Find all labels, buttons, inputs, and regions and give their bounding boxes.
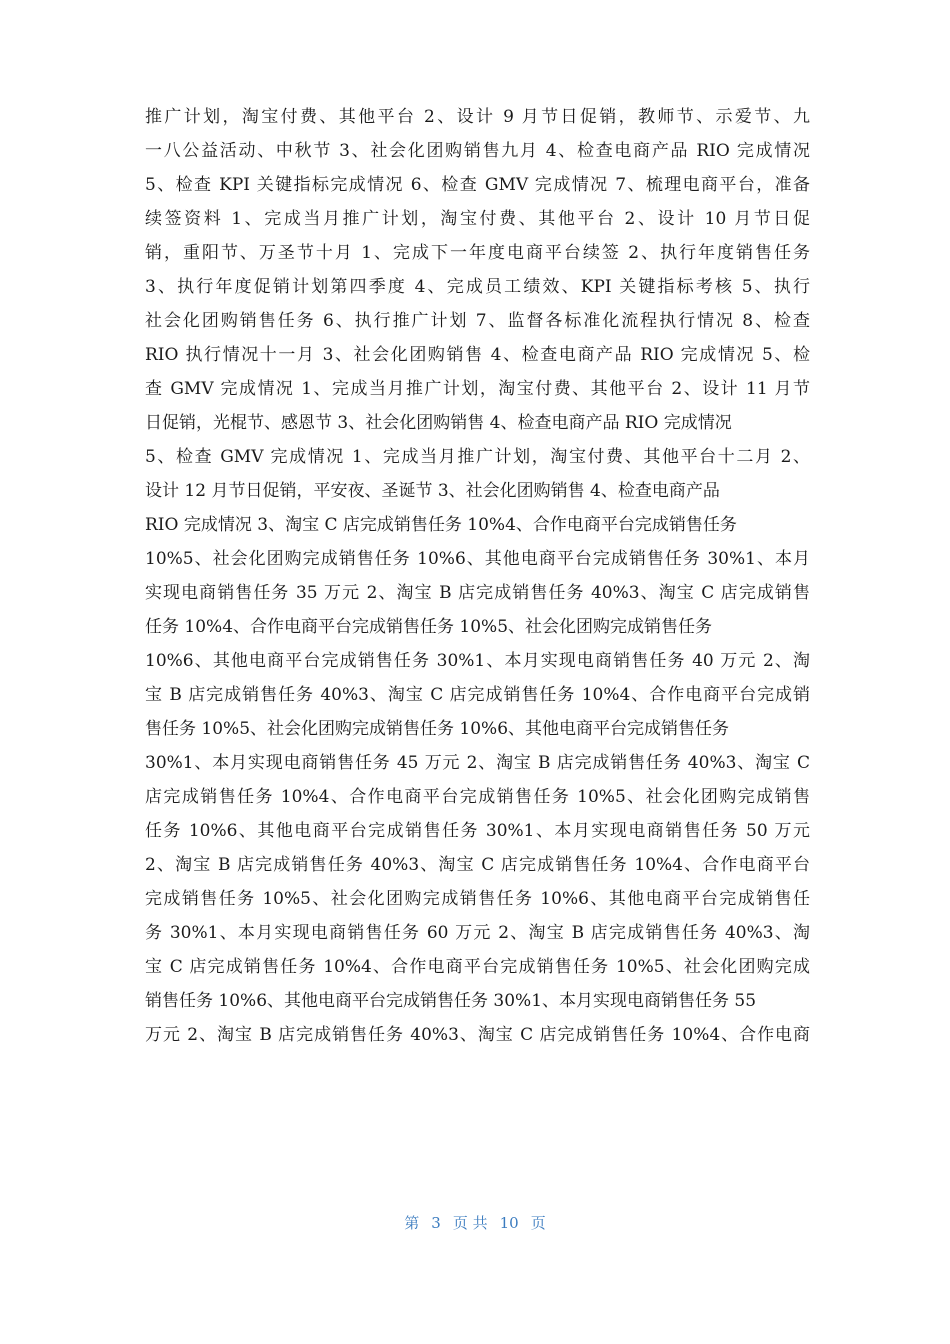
text-line: 3、执行年度促销计划第四季度 4、完成员工绩效、KPI 关键指标考核 5、执行 <box>145 277 810 297</box>
text-line: 5、检查 KPI 关键指标完成情况 6、检查 GMV 完成情况 7、梳理电商平台，准备 <box>145 175 810 195</box>
text-line: 社会化团购销售任务 6、执行推广计划 7、监督各标准化流程执行情况 8、检查 <box>145 311 810 331</box>
text-line: 10%5、社会化团购完成销售任务 10%6、其他电商平台完成销售任务 30%1、本月 <box>145 549 810 569</box>
footer-suffix: 页 <box>530 1214 546 1232</box>
footer-prefix: 第 <box>404 1214 420 1232</box>
text-line: 宝 C 店完成销售任务 10%4、合作电商平台完成销售任务 10%5、社会化团购完成 <box>145 957 810 977</box>
text-line: RIO 执行情况十一月 3、社会化团购销售 4、检查电商产品 RIO 完成情况 5、检 <box>145 345 810 365</box>
text-line: 销售任务 10%6、其他电商平台完成销售任务 30%1、本月实现电商销售任务 55 <box>145 991 757 1011</box>
page-footer <box>0 1211 950 1235</box>
text-line: 实现电商销售任务 35 万元 2、淘宝 B 店完成销售任务 40%3、淘宝 C 店完成销售 <box>145 583 810 603</box>
text-line: 2、淘宝 B 店完成销售任务 40%3、淘宝 C 店完成销售任务 10%4、合作电商平台 <box>145 855 810 875</box>
text-line: 30%1、本月实现电商销售任务 45 万元 2、淘宝 B 店完成销售任务 40%3、淘宝 C <box>145 753 810 773</box>
text-line: RIO 完成情况 3、淘宝 C 店完成销售任务 10%4、合作电商平台完成销售任务 <box>145 515 737 535</box>
text-line: 日促销，光棍节、感恩节 3、社会化团购销售 4、检查电商产品 RIO 完成情况 <box>145 413 732 433</box>
text-line: 售任务 10%5、社会化团购完成销售任务 10%6、其他电商平台完成销售任务 <box>145 719 730 739</box>
text-line: 店完成销售任务 10%4、合作电商平台完成销售任务 10%5、社会化团购完成销售 <box>145 787 810 807</box>
text-line: 5、检查 GMV 完成情况 1、完成当月推广计划，淘宝付费、其他平台十二月 2、 <box>145 447 810 467</box>
text-line: 10%6、其他电商平台完成销售任务 30%1、本月实现电商销售任务 40 万元 2、淘 <box>145 651 810 671</box>
text-line: 万元 2、淘宝 B 店完成销售任务 40%3、淘宝 C 店完成销售任务 10%4、合作电商 <box>145 1025 810 1045</box>
text-line: 宝 B 店完成销售任务 40%3、淘宝 C 店完成销售任务 10%4、合作电商平台完成销 <box>145 685 810 705</box>
text-line: 推广计划，淘宝付费、其他平台 2、设计 9 月节日促销，教师节、示爱节、九 <box>145 107 810 127</box>
text-line: 完成销售任务 10%5、社会化团购完成销售任务 10%6、其他电商平台完成销售任 <box>145 889 810 909</box>
text-line: 务 30%1、本月实现电商销售任务 60 万元 2、淘宝 B 店完成销售任务 40%3、淘 <box>145 923 810 943</box>
footer-total-pages: 10 <box>499 1214 519 1232</box>
text-line: 销，重阳节、万圣节十月 1、完成下一年度电商平台续签 2、执行年度销售任务 <box>145 243 810 263</box>
body-text <box>145 100 810 1052</box>
text-line: 设计 12 月节日促销，平安夜、圣诞节 3、社会化团购销售 4、检查电商产品 <box>145 481 720 501</box>
footer-current-page: 3 <box>431 1214 441 1232</box>
text-line: 续签资料 1、完成当月推广计划，淘宝付费、其他平台 2、设计 10 月节日促 <box>145 209 810 229</box>
text-line: 任务 10%6、其他电商平台完成销售任务 30%1、本月实现电商销售任务 50 万元 <box>145 821 810 841</box>
text-line: 查 GMV 完成情况 1、完成当月推广计划，淘宝付费、其他平台 2、设计 11 月节 <box>145 379 810 399</box>
text-line: 任务 10%4、合作电商平台完成销售任务 10%5、社会化团购完成销售任务 <box>145 617 713 637</box>
text-line: 一八公益活动、中秋节 3、社会化团购销售九月 4、检查电商产品 RIO 完成情况 <box>145 141 810 161</box>
footer-middle: 页 共 <box>452 1214 488 1232</box>
